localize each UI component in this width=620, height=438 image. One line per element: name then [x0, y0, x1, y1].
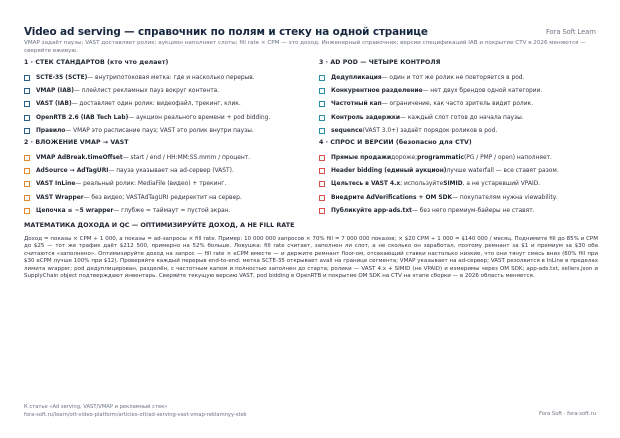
- checkbox-icon[interactable]: [319, 88, 325, 94]
- section-ad-pod: [319, 58, 591, 138]
- footer-site[interactable]: Fora Soft · fora-soft.ru: [538, 411, 596, 417]
- brand-label: Fora Soft Learn: [546, 28, 596, 36]
- checkbox-icon[interactable]: [24, 181, 30, 187]
- checklist-item[interactable]: Частотный кап — ограничение, как часто зритель видит ролик.: [319, 98, 591, 111]
- section-heading: 4 · СПРОС И ВЕРСИИ (безопасно для CTV): [319, 139, 472, 146]
- section-nesting: [24, 138, 296, 218]
- page-title: Video ad serving — справочник по полям и стеку на одной странице: [24, 26, 428, 38]
- checklist-item[interactable]: Прямые продажи дороже; programmatic (PG / PMP / open) наполняет.: [319, 151, 591, 164]
- checkbox-icon[interactable]: [319, 155, 325, 161]
- checklist-item[interactable]: sequence (VAST 3.0+) задаёт порядок роликов в pod.: [319, 125, 591, 138]
- checkbox-icon[interactable]: [24, 75, 30, 81]
- checklist-item[interactable]: Конкурентное разделение — нет двух брендов одной категории.: [319, 84, 591, 97]
- checkbox-icon[interactable]: [24, 195, 30, 201]
- section-standards: [24, 58, 296, 138]
- checklist-item[interactable]: Header bidding (единый аукцион) лучше waterfall — все ставят разом.: [319, 164, 591, 177]
- intro-text: VMAP задаёт паузы; VAST доставляет ролик; аукцион наполняет слоты; fill rate × CPM — это доход. Инженерный справочник; версии спецификаций IAB и покрытие CTV в 2026 меняются — сверяйте вживую.: [24, 40, 586, 54]
- checkbox-icon[interactable]: [319, 101, 325, 107]
- checkbox-icon[interactable]: [319, 128, 325, 134]
- checklist-item[interactable]: VAST Wrapper — без видео; VASTAdTagURI редиректит на сервер.: [24, 191, 296, 204]
- checklist-item[interactable]: AdSource → AdTagURI — пауза указывает на ad-сервер (VAST).: [24, 164, 296, 177]
- checklist-item[interactable]: Цепочка ≤ ~5 wrapper — глубже = таймаут = пустой экран.: [24, 205, 296, 218]
- checklist-item[interactable]: SCTE-35 (SCTE) — внутрипотоковая метка: где и насколько перерыв.: [24, 71, 296, 84]
- footer-url[interactable]: fora-soft.ru/learn/ott-video-platform/articles-ott/ad-serving-vast-vmap-reklamnyy-stek: [24, 412, 247, 418]
- checkbox-icon[interactable]: [24, 115, 30, 121]
- checkbox-icon[interactable]: [24, 101, 30, 107]
- footer-article-ref: К статье «Ad serving, VAST/VMAP и рекламный стек»: [24, 404, 168, 410]
- checkbox-icon[interactable]: [24, 168, 30, 174]
- checkbox-icon[interactable]: [319, 75, 325, 81]
- math-body: Доход = показы × CPM ÷ 1 000, а показы = ad-запросы × fill rate. Пример: 10 000 000 запросов × 70% fill = 7 000 000 показов; × $20 CPM ÷ 1 000 = $140 000 / месяц. Поднимите fill до 85% и CPM до $25 — тот же трафик даёт $212 500, примерно на 52% больше. Ловушка: fill rate считает, заполнен ли слот, а не сколько он заработал, поэтому ремнант за $1 и премиум за $30 оба считаются «заполнено». Оптимизируйте доход на запрос — fill rate × eCPM вместе — и держите ремнант floor-ом, отсекающий ставки настолько низкие, что они тянут смесь вниз (60% fill при $30 eCPM лучше 100% при $12). Проверяйте каждый перерыв end-to-end: метка SCTE-35 открывает avail на границе сегмента; VMAP указывает на ad-сервер; VAST резолвится в InLine в пределах лимита wrapper; pod дедуплицирован, разделён, с частотным капом и полностью заполнен до старта; ролики — VAST 4.x + SIMID (не VPAID) и измеримы через OM SDK; app-ads.txt, sellers.json и SupplyChain object подтверждают инвентарь. Сверяйте текущую версию VAST, pod bidding в OpenRTB и покрытие OM SDK на CTV на этапе сборки — в 2026 область меняется.: [24, 236, 598, 280]
- checklist-item[interactable]: Публикуйте app-ads.txt — без него премиум-байеры не ставят.: [319, 205, 591, 218]
- section-heading: 3 · AD POD — ЧЕТЫРЕ КОНТРОЛЯ: [319, 59, 441, 66]
- section-demand: [319, 138, 591, 218]
- checkbox-icon[interactable]: [24, 155, 30, 161]
- checklist-item[interactable]: Внедрите AdVerifications + OM SDK — покупателям нужна viewability.: [319, 191, 591, 204]
- checklist-item[interactable]: Цельтесь в VAST 4.x ; используйте SIMID , а не устаревший VPAID.: [319, 178, 591, 191]
- checkbox-icon[interactable]: [24, 208, 30, 214]
- checklist-item[interactable]: OpenRTB 2.6 (IAB Tech Lab) — аукцион реального времени + pod bidding.: [24, 111, 296, 124]
- checklist-item[interactable]: VMAP AdBreak.timeOffset — start / end / HH:MM:SS.mmm / процент.: [24, 151, 296, 164]
- checklist-item[interactable]: VMAP (IAB) — плейлист рекламных пауз вокруг контента.: [24, 84, 296, 97]
- checkbox-icon[interactable]: [24, 128, 30, 134]
- checklist-item[interactable]: VAST InLine — реальный ролик: MediaFile (видео) + трекинг.: [24, 178, 296, 191]
- checkbox-icon[interactable]: [319, 195, 325, 201]
- checkbox-icon[interactable]: [319, 181, 325, 187]
- checklist-item[interactable]: VAST (IAB) — доставляет один ролик: видеофайл, трекинг, клик.: [24, 98, 296, 111]
- checklist-item[interactable]: Контроль задержки — каждый слот готов до начала паузы.: [319, 111, 591, 124]
- checkbox-icon[interactable]: [319, 208, 325, 214]
- checklist-item[interactable]: Правило — VMAP это расписание пауз; VAST это ролик внутри паузы.: [24, 125, 296, 138]
- section-heading: 1 · СТЕК СТАНДАРТОВ (кто что делает): [24, 59, 169, 66]
- checkbox-icon[interactable]: [319, 115, 325, 121]
- section-heading: 2 · ВЛОЖЕНИЕ VMAP → VAST: [24, 139, 129, 146]
- checkbox-icon[interactable]: [319, 168, 325, 174]
- checkbox-icon[interactable]: [24, 88, 30, 94]
- checklist-item[interactable]: Дедупликация — один и тот же ролик не повторяется в pod.: [319, 71, 591, 84]
- math-heading: МАТЕМАТИКА ДОХОДА И QC — ОПТИМИЗИРУЙТЕ ДОХОД, А НЕ FILL RATE: [24, 221, 295, 229]
